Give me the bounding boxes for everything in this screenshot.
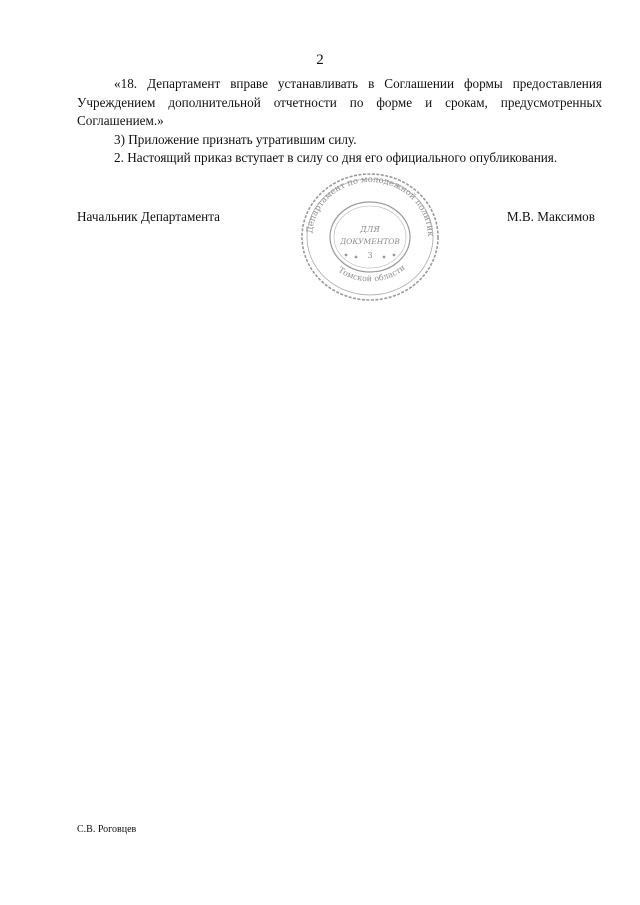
official-seal xyxy=(300,172,440,302)
seal-dot-right xyxy=(393,254,396,257)
seal-center-number: 3 xyxy=(367,251,373,260)
page-number: 2 xyxy=(316,52,324,68)
seal-center-line-1: ДЛЯ xyxy=(360,225,380,234)
seal-outer-text: Департамент по молодежной политик xyxy=(305,174,436,237)
seal-dot-left xyxy=(345,254,348,257)
seal-center-line-2: ДОКУМЕНТОВ xyxy=(340,237,400,246)
seal-dot-right-inner xyxy=(383,256,386,259)
signatory-title: Начальник Департамента xyxy=(77,209,221,224)
seal-dot-left-inner xyxy=(355,256,358,259)
paragraph-clause-18: «18. Департамент вправе устанавливать в Соглашении формы предоставления Учреждением дополнительной отчетности по форме и срокам, предусмотренных Соглашением.» xyxy=(77,76,602,128)
signatory-name: М.В. Максимов xyxy=(506,209,595,224)
document-body xyxy=(77,75,602,168)
seal-bottom-text: Томской области xyxy=(336,262,407,284)
paragraph-effective-date: 2. Настоящий приказ вступает в силу со дня его официального опубликования. xyxy=(114,150,558,165)
paragraph-appendix-void: 3) Приложение признать утратившим силу. xyxy=(114,131,357,147)
seal-graphic xyxy=(300,172,440,302)
executor-name: С.В. Роговцев xyxy=(77,824,137,835)
